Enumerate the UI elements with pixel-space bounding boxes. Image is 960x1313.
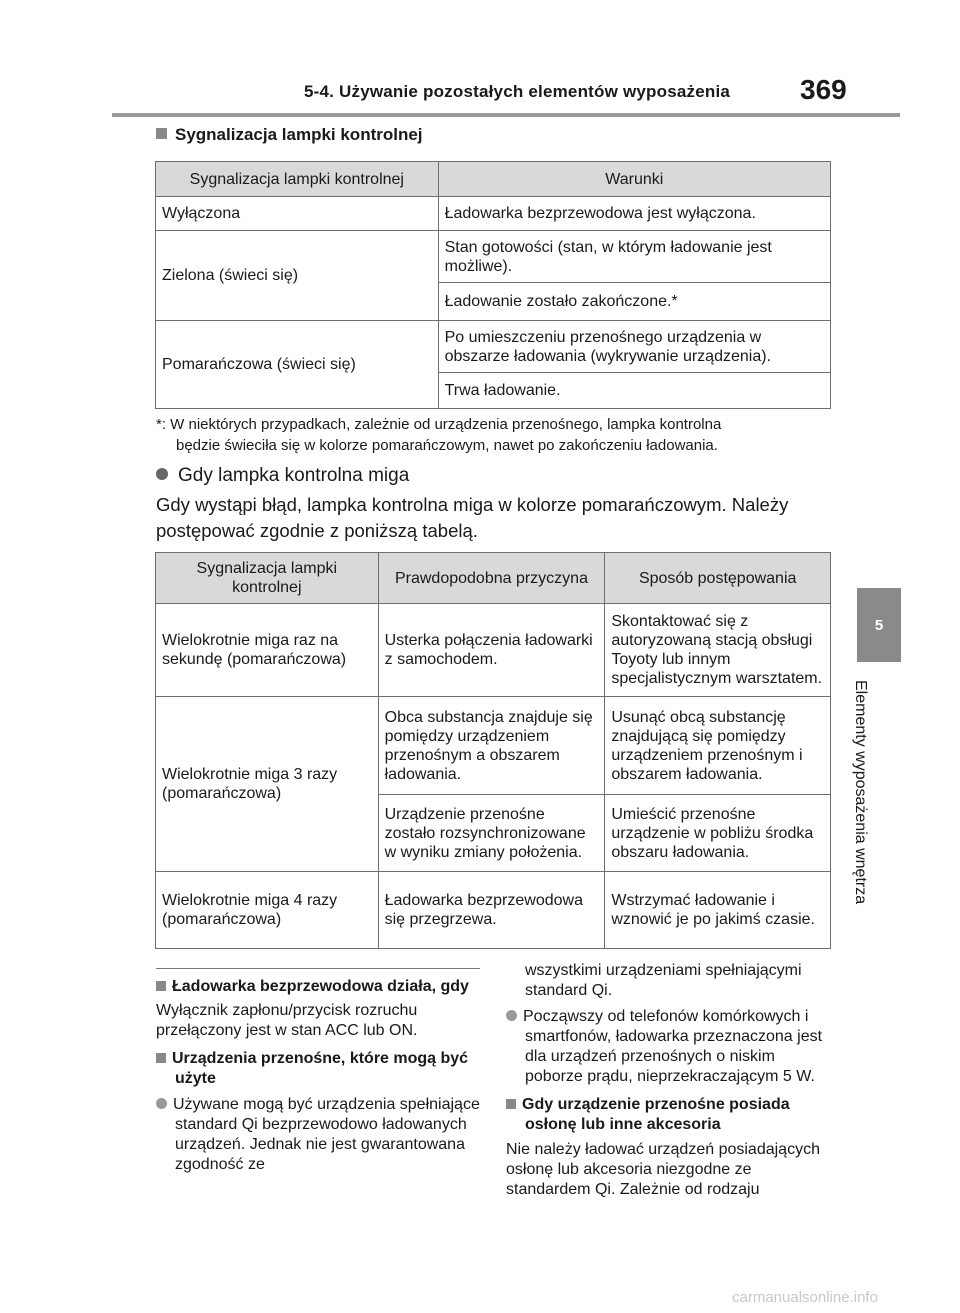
list-item: Począwszy od telefonów komórkowych i smartfonów, ładowarka przeznaczona jest dla urządzeń przenośnych o niskim poborze prądu, nieprzekraczającym 5 W. bbox=[506, 1007, 832, 1087]
table-header: Sygnalizacja lampki kontrolnej bbox=[156, 553, 379, 604]
footnote-line: będzie świeciła się w kolorze pomarańczowym, nawet po zakończeniu ładowania. bbox=[176, 437, 718, 454]
note-paragraph: Wyłącznik zapłonu/przycisk rozruchu przełączony jest w stan ACC lub ON. bbox=[156, 1002, 418, 1039]
table-cell: Urządzenie przenośne zostało rozsynchronizowane w wyniku zmiany położenia. bbox=[378, 795, 605, 872]
table-cell: Trwa ładowanie. bbox=[438, 373, 830, 409]
body-paragraph: Gdy wystąpi błąd, lampka kontrolna miga w kolorze pomarańczowym. Należy postępować zgodnie z poniższą tabelą. bbox=[156, 494, 789, 541]
chapter-tab-number: 5 bbox=[857, 588, 901, 662]
table-header: Sygnalizacja lampki kontrolnej bbox=[156, 162, 439, 197]
footnote-line: *: W niektórych przypadkach, zależnie od urządzenia przenośnego, lampka kontrolna bbox=[156, 416, 722, 433]
square-bullet-icon bbox=[156, 1053, 166, 1063]
table-cell: Obca substancja znajduje się pomiędzy urządzeniem przenośnym a obszarem ładowania. bbox=[378, 697, 605, 795]
table-cell: Wielokrotnie miga 4 razy (pomarańczowa) bbox=[156, 872, 379, 949]
table-header: Warunki bbox=[438, 162, 830, 197]
table-cell: Ładowanie zostało zakończone.* bbox=[438, 283, 830, 321]
table-header: Sposób postępowania bbox=[605, 553, 831, 604]
heading-text: Sygnalizacja lampki kontrolnej bbox=[175, 125, 423, 144]
note-heading: Urządzenia przenośne, które mogą być użyte bbox=[156, 1049, 480, 1089]
section-header-title: 5-4. Używanie pozostałych elementów wyposażenia bbox=[304, 82, 731, 101]
table-cell: Ładowarka bezprzewodowa jest wyłączona. bbox=[438, 197, 830, 231]
indicator-table bbox=[155, 161, 831, 409]
table-cell: Umieścić przenośne urządzenie w pobliżu środka obszaru ładowania. bbox=[605, 795, 831, 872]
section-heading-indicator bbox=[156, 125, 423, 145]
table-cell: Usunąć obcą substancję znajdującą się pomiędzy urządzeniem przenośnym i obszarem ładowania. bbox=[605, 697, 831, 795]
right-column bbox=[506, 961, 832, 1200]
square-bullet-icon bbox=[156, 981, 166, 991]
square-bullet-icon bbox=[156, 128, 167, 139]
subheading-blinking bbox=[156, 465, 409, 487]
table-cell: Ładowarka bezprzewodowa się przegrzewa. bbox=[378, 872, 605, 949]
page-number: 369 bbox=[800, 74, 847, 105]
table-cell: Usterka połączenia ładowarki z samochodem. bbox=[378, 604, 605, 697]
list-item: Używane mogą być urządzenia spełniające standard Qi bezprzewodowo ładowanych urządzeń. Jednak nie jest gwarantowana zgodność ze bbox=[156, 1095, 480, 1175]
table-cell: Zielona (świeci się) bbox=[156, 231, 439, 321]
round-bullet-icon bbox=[506, 1010, 517, 1021]
list-item-continued: wszystkimi urządzeniami spełniającymi standard Qi. bbox=[525, 962, 802, 999]
note-heading: Gdy urządzenie przenośne posiada osłonę lub inne akcesoria bbox=[506, 1095, 832, 1135]
chapter-tab-label: Elementy wyposażenia wnętrza bbox=[852, 680, 869, 905]
table-cell: Wyłączona bbox=[156, 197, 439, 231]
table-cell: Wstrzymać ładowanie i wznowić je po jakimś czasie. bbox=[605, 872, 831, 949]
watermark: carmanualsonline.info bbox=[732, 1289, 878, 1306]
heading-text: Gdy lampka kontrolna miga bbox=[178, 465, 410, 486]
round-bullet-icon bbox=[156, 1098, 167, 1109]
table-cell: Po umieszczeniu przenośnego urządzenia w obszarze ładowania (wykrywanie urządzenia). bbox=[438, 321, 830, 373]
table-cell: Stan gotowości (stan, w którym ładowanie jest możliwe). bbox=[438, 231, 830, 283]
header-rule bbox=[112, 113, 900, 117]
troubleshooting-table bbox=[155, 552, 831, 949]
column-rule bbox=[156, 968, 480, 969]
note-paragraph: Nie należy ładować urządzeń posiadających osłonę lub akcesoria niezgodne ze standardem Qi. Zależnie od rodzaju bbox=[506, 1141, 820, 1198]
footnote bbox=[156, 414, 836, 456]
table-cell: Skontaktować się z autoryzowaną stacją obsługi Toyoty lub innym specjalistycznym warsztatem. bbox=[605, 604, 831, 697]
square-bullet-icon bbox=[506, 1099, 516, 1109]
table-header: Prawdopodobna przyczyna bbox=[378, 553, 605, 604]
left-column bbox=[156, 977, 480, 1175]
table-cell: Wielokrotnie miga 3 razy (pomarańczowa) bbox=[156, 697, 379, 872]
note-heading: Ładowarka bezprzewodowa działa, gdy bbox=[156, 977, 480, 997]
table-cell: Pomarańczowa (świeci się) bbox=[156, 321, 439, 409]
round-bullet-icon bbox=[156, 468, 168, 480]
table-cell: Wielokrotnie miga raz na sekundę (pomarańczowa) bbox=[156, 604, 379, 697]
